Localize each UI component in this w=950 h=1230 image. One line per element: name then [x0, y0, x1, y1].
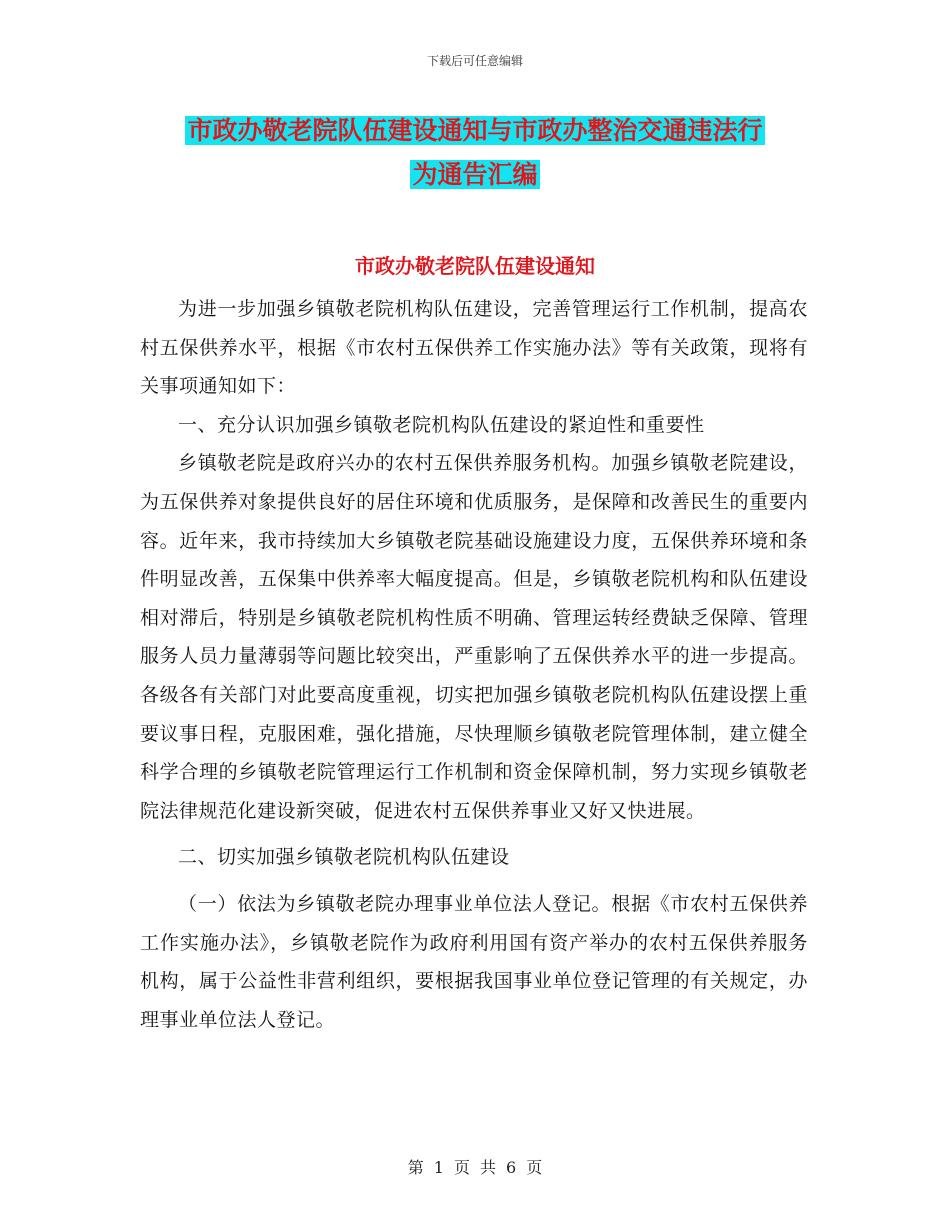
header-note: 下载后可任意编辑 [426, 54, 523, 68]
page-label-mid2: 共 [480, 1158, 497, 1177]
document-title-line-1 [150, 112, 800, 150]
page-label-suffix: 页 [526, 1158, 543, 1177]
page-footer [0, 1155, 950, 1178]
paragraph-intro: 为进一步加强乡镇敬老院机构队伍建设，完善管理运行工作机制，提高农村五保供养水平，根据《市农村五保供养工作实施办法》等有关政策，现将有关事项通知如下： [140, 298, 808, 398]
document-body [140, 290, 808, 1039]
paragraph-heading-2: 二、切实加强乡镇敬老院机构队伍建设 [178, 846, 510, 869]
page-label-prefix: 第 [407, 1158, 424, 1177]
section-title: 市政办敬老院队伍建设通知 [355, 254, 595, 278]
document-title-line-2 [150, 156, 800, 194]
paragraph-body-1: 乡镇敬老院是政府兴办的农村五保供养服务机构。加强乡镇敬老院建设，为五保供养对象提供良好的居住环境和优质服务，是保障和改善民生的重要内容。近年来，我市持续加大乡镇敬老院基础设施建设力度，五保供养环境和条件明显改善，五保集中供养率大幅度提高。但是，乡镇敬老院机构和队伍建设相对滞后，特别是乡镇敬老院机构性质不明确、管理运转经费缺乏保障、管理服务人员力量薄弱等问题比较突出，严重影响了五保供养水平的进一步提高。各级各有关部门对此要高度重视，切实把加强乡镇敬老院机构队伍建设摆上重要议事日程，克服困难，强化措施，尽快理顺乡镇敬老院管理体制，建立健全科学合理的乡镇敬老院管理运行工作机制和资金保障机制，努力实现乡镇敬老院法律规范化建设新突破，促进农村五保供养事业又好又快进展。 [140, 452, 808, 822]
paragraph-body-2: （一）依法为乡镇敬老院办理事业单位法人登记。根据《市农村五保供养工作实施办法》，乡镇敬老院作为政府利用国有资产举办的农村五保供养服务机构，属于公益性非营利组织，要根据我国事业单位登记管理的有关规定，办理事业单位法人登记。 [140, 892, 808, 1031]
document-title-line-2-text: 为通告汇编 [412, 160, 538, 189]
page-label-mid1: 页 [453, 1158, 470, 1177]
paragraph-heading-1: 一、充分认识加强乡镇敬老院机构队伍建设的紧迫性和重要性 [178, 413, 705, 436]
page-current-number: 1 [433, 1158, 444, 1177]
document-title-line-1-text: 市政办敬老院队伍建设通知与市政办整治交通违法行 [187, 116, 763, 145]
page-total-number: 6 [506, 1158, 517, 1177]
